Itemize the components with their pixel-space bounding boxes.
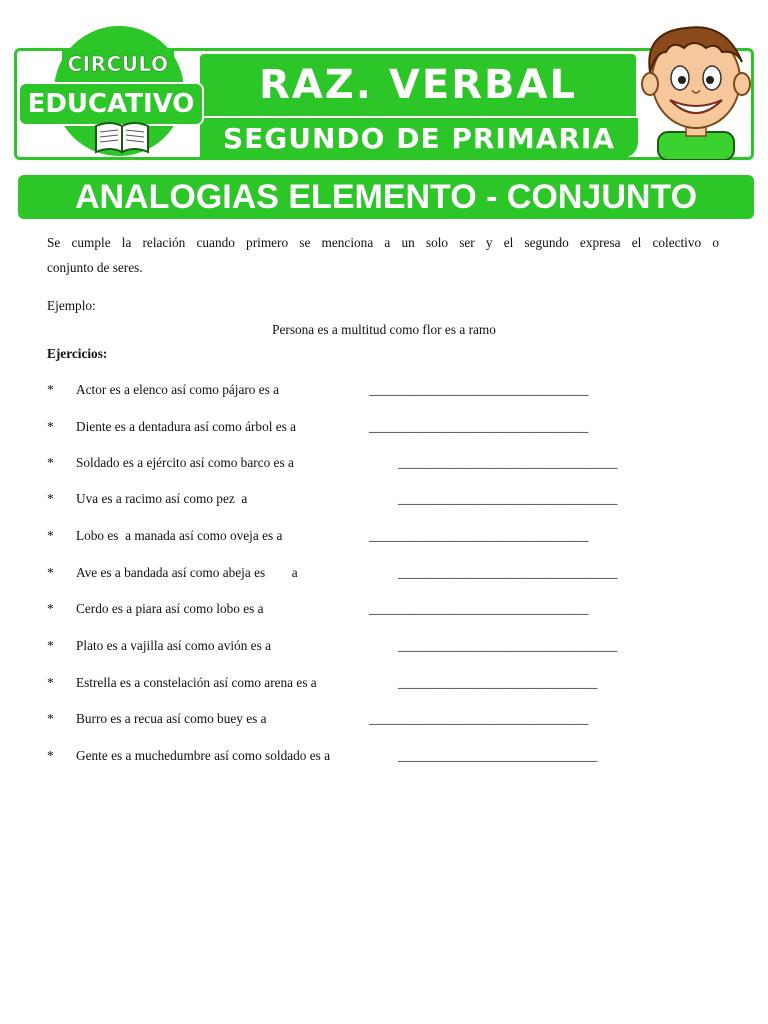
answer-blank[interactable]: _________________________________	[369, 601, 589, 616]
answer-blank[interactable]: _________________________________	[369, 528, 589, 543]
exercise-item	[0, 638, 768, 658]
intro-paragraph	[47, 230, 719, 280]
boy-mascot-icon	[636, 22, 756, 160]
example-sentence: Persona es a multitud como flor es a ramo	[272, 322, 496, 337]
exercise-item	[0, 748, 768, 768]
exercise-item	[0, 419, 768, 439]
exercise-text: Uva es a racimo así como pez a	[76, 491, 248, 506]
book-icon	[92, 120, 152, 154]
exercise-text: Soldado es a ejército así como barco es a	[76, 455, 294, 470]
bullet: *	[47, 601, 54, 616]
exercise-text: Plato es a vajilla así como avión es a	[76, 638, 271, 653]
bullet: *	[47, 382, 54, 397]
answer-blank[interactable]: ______________________________	[398, 748, 598, 763]
exercise-item	[0, 601, 768, 621]
bullet: *	[47, 565, 54, 580]
logo-text-educativo: EDUCATIVO	[18, 82, 204, 126]
circulo-educativo-logo	[14, 22, 204, 162]
bullet: *	[47, 638, 54, 653]
bullet: *	[47, 491, 54, 506]
bullet: *	[47, 528, 54, 543]
exercise-text: Cerdo es a piara así como lobo es a	[76, 601, 264, 616]
grade-title: SEGUNDO DE PRIMARIA	[222, 122, 616, 155]
exercise-text: Burro es a recua así como buey es a	[76, 711, 267, 726]
course-title: RAZ. VERBAL	[259, 62, 577, 108]
answer-blank[interactable]: _________________________________	[369, 419, 589, 434]
bullet: *	[47, 711, 54, 726]
answer-blank[interactable]: _________________________________	[369, 382, 589, 397]
exercise-text: Gente es a muchedumbre así como soldado es a	[76, 748, 331, 763]
bullet: *	[47, 748, 54, 763]
answer-blank[interactable]: _________________________________	[398, 455, 618, 470]
exercise-item	[0, 455, 768, 475]
exercise-text: Estrella es a constelación así como arena es a	[76, 675, 317, 690]
exercise-text: Diente es a dentadura así como árbol es a	[76, 419, 297, 434]
exercise-item	[0, 675, 768, 695]
logo-text-circulo: CIRCULO	[62, 48, 174, 80]
exercise-item	[0, 565, 768, 585]
answer-blank[interactable]: _________________________________	[369, 711, 589, 726]
header	[0, 0, 768, 170]
intro-line-1: Se cumple la relación cuando primero se menciona a un solo ser y el segundo expresa el colectivo o	[47, 235, 719, 250]
answer-blank[interactable]: _________________________________	[398, 638, 618, 653]
intro-line-2: conjunto de seres.	[47, 260, 143, 275]
exercise-item	[0, 528, 768, 548]
bullet: *	[47, 419, 54, 434]
exercise-text: Actor es a elenco así como pájaro es a	[76, 382, 280, 397]
answer-blank[interactable]: _________________________________	[398, 565, 618, 580]
answer-blank[interactable]: ______________________________	[398, 675, 598, 690]
exercise-text: Ave es a bandada así como abeja es a	[76, 565, 298, 580]
answer-blank[interactable]: _________________________________	[398, 491, 618, 506]
ejercicios-label: Ejercicios:	[47, 346, 108, 361]
bullet: *	[47, 455, 54, 470]
exercise-item	[0, 711, 768, 731]
exercise-item	[0, 382, 768, 402]
ejemplo-label: Ejemplo:	[47, 298, 96, 313]
exercise-text: Lobo es a manada así como oveja es a	[76, 528, 283, 543]
exercise-item	[0, 491, 768, 511]
bullet: *	[47, 675, 54, 690]
page-title: ANALOGIAS ELEMENTO - CONJUNTO	[74, 178, 698, 216]
